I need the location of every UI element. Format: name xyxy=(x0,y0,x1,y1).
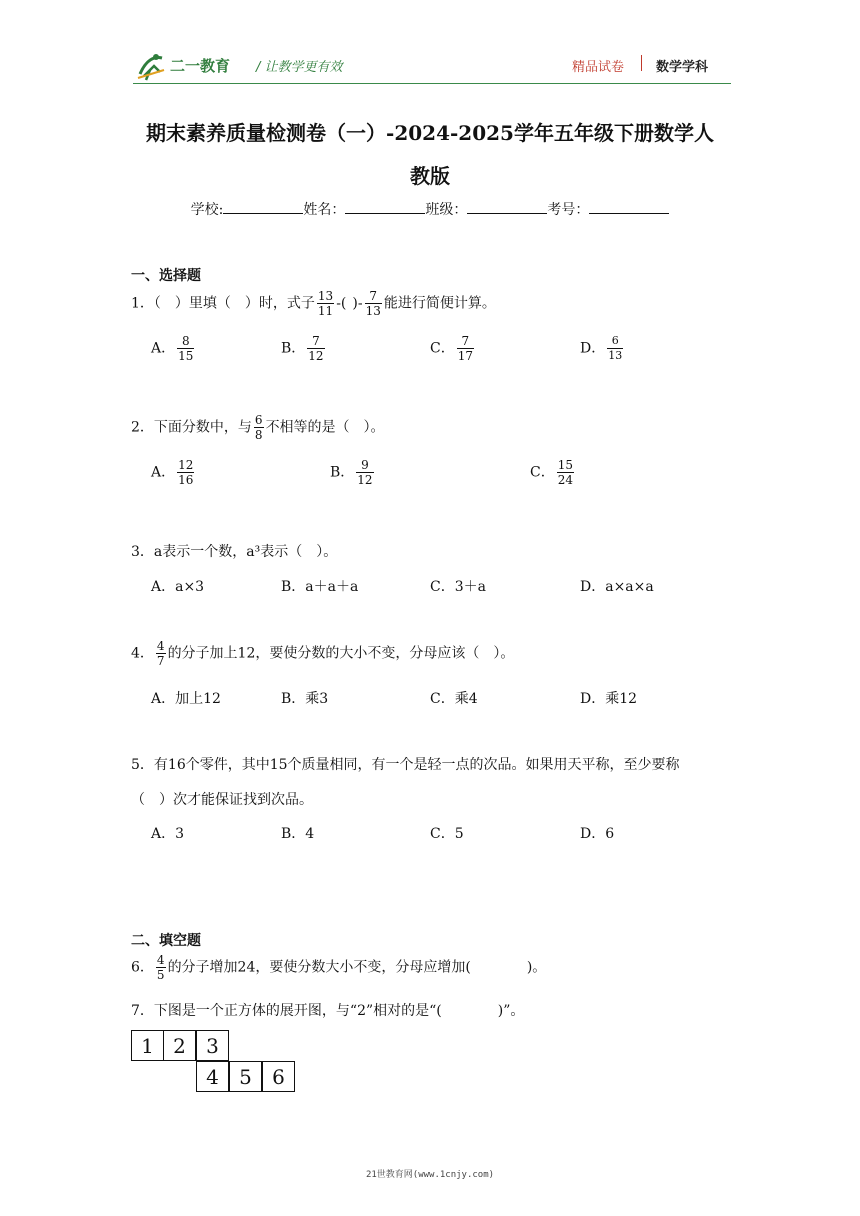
question-1 xyxy=(131,289,496,318)
question-7: 7．下图是一个正方体的展开图，与“2”相对的是“( )”。 xyxy=(131,1003,525,1019)
net-cell: 5 xyxy=(229,1061,262,1092)
school-label: 学校: xyxy=(190,202,224,218)
section-heading-fill: 二、填空题 xyxy=(131,933,201,949)
option-a[interactable]: A．3 xyxy=(151,826,185,842)
slogan: / 让教学更有效 xyxy=(256,60,343,75)
header-separator xyxy=(641,55,642,71)
question-text: （ ）里填（ ）时，式子 xyxy=(153,295,315,312)
option-c[interactable]: C．3＋a xyxy=(430,579,486,595)
name-label: 姓名： xyxy=(303,202,346,218)
net-cell: 4 xyxy=(196,1061,229,1092)
operator: )- xyxy=(352,295,363,312)
page-footer: 21世教育网(www.1cnjy.com) xyxy=(365,1170,495,1180)
option-b[interactable]: B．a＋a＋a xyxy=(281,579,359,595)
option-b[interactable]: B．4 xyxy=(281,826,315,842)
option-c[interactable]: C． $\frac{7}{17}$ xyxy=(430,334,473,363)
option-c[interactable]: C．乘4 xyxy=(430,691,478,707)
class-blank[interactable] xyxy=(467,201,547,214)
exam-no-label: 考号： xyxy=(547,202,590,218)
question-6: 6． $\frac{4}{5}$ 的分子增加24，要使分数大小不变，分母应增加( )。 xyxy=(131,953,547,982)
option-b[interactable]: B． $\frac{7}{12}$ xyxy=(281,334,324,363)
option-a[interactable]: A． $\frac{8}{15}$ xyxy=(151,334,194,363)
exam-no-blank[interactable] xyxy=(589,201,669,214)
option-a[interactable]: A．加上12 xyxy=(151,691,221,707)
option-d[interactable]: D．6 xyxy=(580,826,615,842)
net-cell: 3 xyxy=(196,1030,229,1061)
net-cell: 6 xyxy=(262,1061,295,1092)
option-a[interactable]: A． $\frac{12}{16}$ xyxy=(151,458,194,487)
page-title-line2: 教版 xyxy=(410,164,450,188)
question-4: 4． $\frac{4}{7}$ 的分子加上12，要使分数的大小不变，分母应该（ ）。 xyxy=(131,639,515,668)
header-rule xyxy=(133,83,731,84)
fraction: $\frac{7}{13}$ xyxy=(365,289,381,318)
school-blank[interactable] xyxy=(223,201,303,214)
operator: -( xyxy=(336,295,347,312)
section-heading-choice: 一、选择题 xyxy=(131,268,201,284)
question-number: 1． xyxy=(131,295,154,312)
net-cell: 1 xyxy=(131,1030,164,1061)
option-c[interactable]: C．5 xyxy=(430,826,464,842)
option-b[interactable]: B．乘3 xyxy=(281,691,329,707)
question-2: 2．下面分数中，与 $\frac{6}{8}$ 不相等的是（ ）。 xyxy=(131,413,385,442)
option-b[interactable]: B． $\frac{9}{12}$ xyxy=(330,458,373,487)
class-label: 班级： xyxy=(425,202,468,218)
option-d[interactable]: D．a×a×a xyxy=(580,579,654,595)
logo-text: 二一教育 xyxy=(170,57,231,75)
question-5-continued: （ ）次才能保证找到次品。 xyxy=(131,792,313,808)
question-text: 能进行简便计算。 xyxy=(383,295,496,312)
question-5: 5．有16个零件，其中15个质量相同，有一个是轻一点的次品。如果用天平称，至少要称 xyxy=(131,757,680,773)
tag-subject: 数学学科 xyxy=(656,60,709,75)
fraction: $\frac{13}{11}$ xyxy=(317,289,334,318)
option-d[interactable]: D． $\frac{6}{13}$ xyxy=(580,334,623,362)
option-a[interactable]: A．a×3 xyxy=(151,579,205,595)
option-c[interactable]: C． $\frac{15}{24}$ xyxy=(530,458,573,487)
page-title-line1: 期末素养质量检测卷（一）-2024-2025学年五年级下册数学人 xyxy=(146,121,714,145)
tag-premium-paper: 精品试卷 xyxy=(572,60,625,75)
student-info-line xyxy=(0,199,860,219)
option-d[interactable]: D．乘12 xyxy=(580,691,638,707)
net-cell: 2 xyxy=(163,1030,196,1061)
name-blank[interactable] xyxy=(345,201,425,214)
question-3: 3．a表示一个数，a³表示（ ）。 xyxy=(131,544,338,560)
